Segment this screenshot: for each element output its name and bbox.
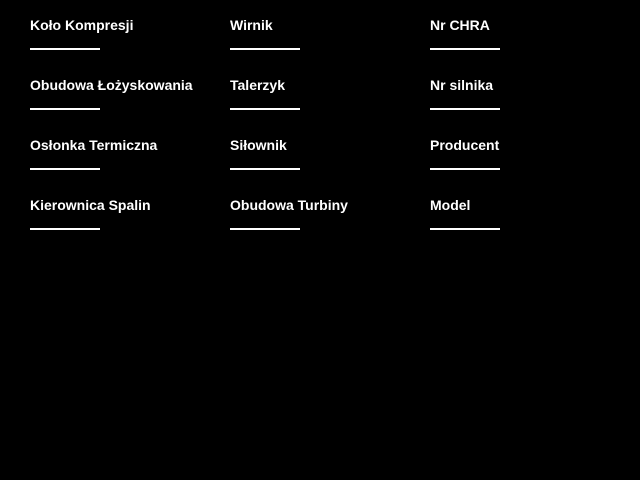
field-label: Nr CHRA bbox=[430, 17, 490, 33]
field-value-line bbox=[430, 108, 500, 110]
field-value-line bbox=[430, 48, 500, 50]
field-label: Obudowa Turbiny bbox=[230, 197, 348, 213]
field-label: Koło Kompresji bbox=[30, 17, 134, 33]
field-value-line bbox=[230, 48, 300, 50]
field-value-line bbox=[30, 48, 100, 50]
field-nr-chra bbox=[430, 18, 500, 50]
field-label: Wirnik bbox=[230, 17, 273, 33]
field-silownik bbox=[230, 138, 300, 170]
field-value-line bbox=[30, 168, 100, 170]
field-kierownica-spalin bbox=[30, 198, 151, 230]
field-label: Osłonka Termiczna bbox=[30, 137, 158, 153]
field-value-line bbox=[230, 168, 300, 170]
field-model bbox=[430, 198, 500, 230]
field-obudowa-turbiny bbox=[230, 198, 348, 230]
field-talerzyk bbox=[230, 78, 300, 110]
field-obudowa-lozyskowania bbox=[30, 78, 193, 110]
field-nr-silnika bbox=[430, 78, 500, 110]
field-value-line bbox=[430, 168, 500, 170]
field-label: Obudowa Łożyskowania bbox=[30, 77, 193, 93]
field-wirnik bbox=[230, 18, 300, 50]
field-producent bbox=[430, 138, 500, 170]
field-value-line bbox=[230, 228, 300, 230]
field-label: Siłownik bbox=[230, 137, 287, 153]
field-label: Kierownica Spalin bbox=[30, 197, 151, 213]
field-value-line bbox=[30, 108, 100, 110]
field-label: Nr silnika bbox=[430, 77, 494, 93]
field-value-line bbox=[430, 228, 500, 230]
field-label: Model bbox=[430, 197, 471, 213]
field-kolo-kompresji bbox=[30, 18, 133, 50]
field-label: Producent bbox=[430, 137, 500, 153]
field-value-line bbox=[30, 228, 100, 230]
field-label: Talerzyk bbox=[230, 77, 285, 93]
field-oslonka-termiczna bbox=[30, 138, 157, 170]
field-value-line bbox=[230, 108, 300, 110]
